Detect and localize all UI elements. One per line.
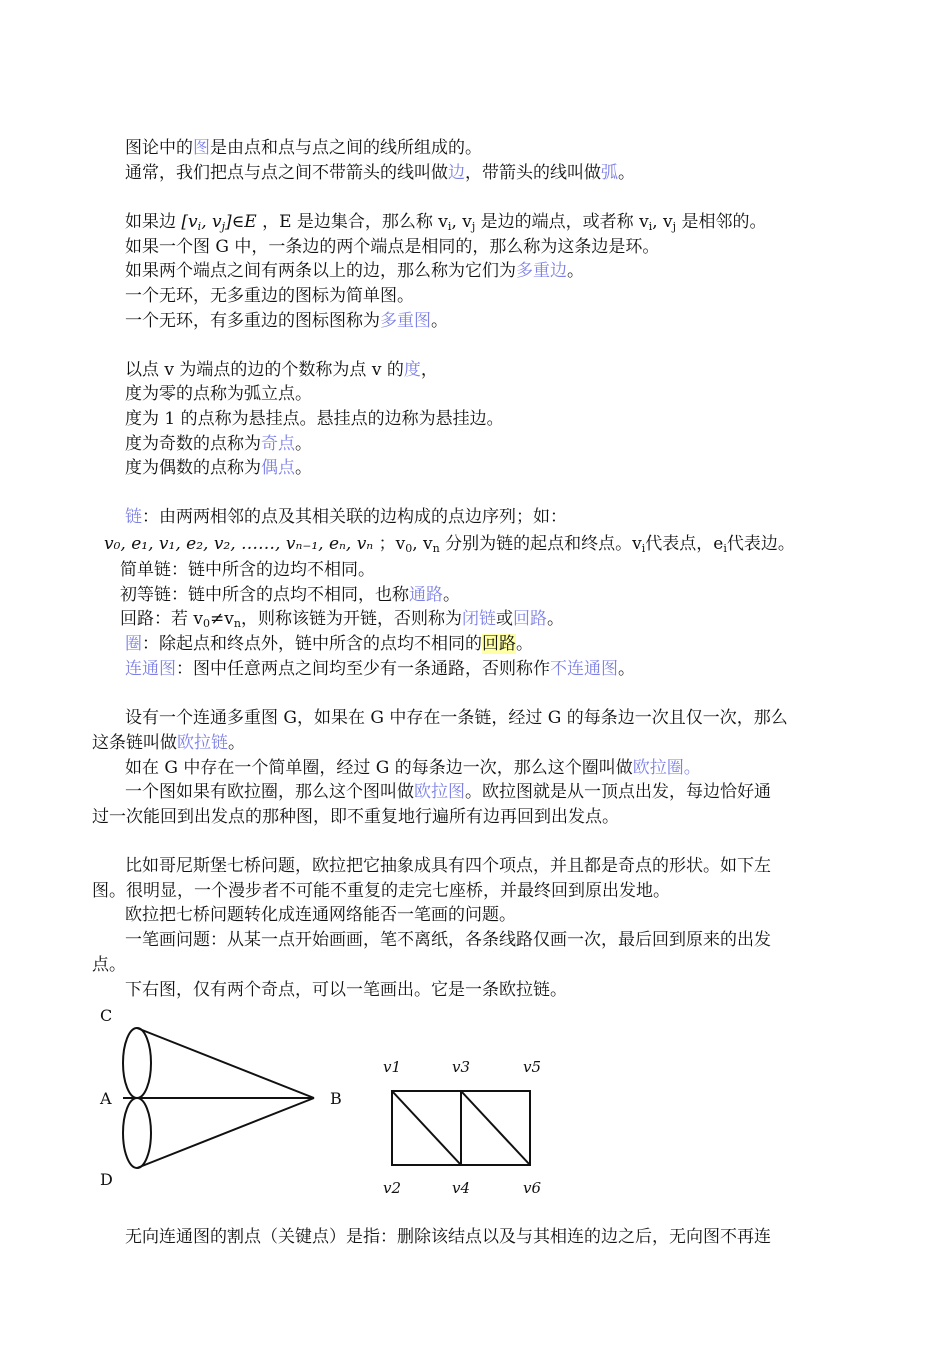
- line-endpoints: 如果边 [$v_i$, $v_j]\in E$ ，E 是边集合，那么称 $v_i$, $v_j$ 是边的端点，或者称 $v_i$, $v_j$ 是相邻的。: [125, 212, 767, 233]
- term-circuit: 回路: [512, 609, 547, 629]
- line-loop: 如果一个图 G 中，一条边的两个端点是相同的，那么称为这条边是环。: [125, 237, 660, 257]
- konigsberg-figure: [123, 1028, 314, 1168]
- label-v2: v2: [383, 1179, 402, 1197]
- line-edge-arc: 通常，我们把点与点之间不带箭头的线叫做边，带箭头的线叫做弧。: [125, 163, 635, 183]
- term-graph: 图: [193, 138, 210, 158]
- term-multigraph: 多重图: [380, 311, 431, 331]
- line-cut-vertex: 无向连通图的割点（关键点）是指：删除该结点以及与其相连的边之后，无向图不再连: [125, 1227, 771, 1247]
- loop-upper: [123, 1028, 151, 1098]
- line-euler-chain-def: 设有一个连通多重图 G，如果在 G 中存在一条链，经过 G 的每条边一次且仅一次，那么: [125, 708, 788, 728]
- term-edge: 边: [448, 163, 465, 183]
- term-euler-graph: 欧拉图: [414, 782, 465, 802]
- line-chain: 链：由两两相邻的点及其相关联的边构成的点边序列；如：: [125, 507, 567, 527]
- label-a: A: [100, 1089, 112, 1108]
- label-v4: v4: [452, 1179, 471, 1197]
- term-euler-chain: 欧拉链: [177, 733, 228, 753]
- term-even-vertex: 偶点: [261, 458, 295, 478]
- term-arc: 弧: [601, 163, 618, 183]
- line-simple-graph: 一个无环，无多重边的图标为简单图。: [125, 286, 414, 306]
- label-c: C: [100, 1006, 113, 1025]
- line-euler-graph-cont: 过一次能回到出发点的那种图，即不重复地行遍所有边再回到出发点。: [92, 807, 619, 827]
- label-v3: v3: [452, 1058, 471, 1076]
- line-multigraph: 一个无环，有多重边的图标图称为多重图。: [125, 311, 448, 331]
- highlighted-circuit: 回路: [482, 634, 516, 654]
- term-closed-chain: 闭链: [461, 609, 496, 629]
- line-konigsberg: 比如哥尼斯堡七桥问题，欧拉把它抽象成具有四个项点，并且都是奇点的形状。如下左: [125, 856, 771, 876]
- line-isolated: 度为零的点称为弧立点。: [125, 384, 312, 404]
- line-odd-vertex: 度为奇数的点称为奇点。: [125, 434, 312, 454]
- edge-c-b: [137, 1028, 314, 1098]
- loop-lower: [123, 1098, 151, 1168]
- line-konigsberg-cont: 图。很明显，一个漫步者不可能不重复的走完七座桥，并最终回到原出发地。: [92, 881, 670, 901]
- line-one-stroke-problem: 一笔画问题：从某一点开始画画，笔不离纸，各条线路仅画一次，最后回到原来的出发: [125, 930, 771, 950]
- term-disconnected-graph: 不连通图: [550, 659, 618, 679]
- label-b: B: [330, 1089, 342, 1108]
- term-euler-circuit: 欧拉圈。: [632, 758, 701, 778]
- line-simple-chain: 简单链：链中所含的边均不相同。: [120, 560, 375, 580]
- line-one-stroke-cont: 点。: [92, 955, 126, 975]
- line-one-stroke: 欧拉把七桥问题转化成连通网络能否一笔画的问题。: [125, 905, 516, 925]
- euler-chain-figure: [392, 1091, 530, 1165]
- line-connected-graph: 连通图：图中任意两点之间均至少有一条通路，否则称作不连通图。: [125, 659, 635, 679]
- term-multi-edge: 多重边: [516, 261, 567, 281]
- line-euler-chain: 这条链叫做欧拉链。: [92, 733, 245, 753]
- term-odd-vertex: 奇点: [261, 434, 295, 454]
- line-even-vertex: 度为偶数的点称为偶点。: [125, 458, 312, 478]
- term-degree: 度: [403, 360, 421, 380]
- line-elementary-chain: 初等链：链中所含的点均不相同，也称通路。: [120, 585, 460, 605]
- line-euler-graph: 一个图如果有欧拉圈，那么这个图叫做欧拉图。欧拉图就是从一顶点出发，每边恰好通: [125, 782, 771, 802]
- term-chain: 链: [125, 507, 142, 527]
- chain-formula: v₀, e₁, v₁, e₂, v₂, ……, vₙ₋₁, eₙ, vₙ: [104, 534, 374, 554]
- line-degree: 以点 v 为端点的边的个数称为点 v 的度，: [125, 360, 438, 380]
- edge-v1-v4: [392, 1091, 461, 1165]
- line-chain-sequence: v₀, e₁, v₁, e₂, v₂, ……, vₙ₋₁, eₙ, vₙ ；$v_0$, $v_n$ 分别为链的起点和终点。$v_i$代表点，$e_i$代表边。: [104, 534, 795, 555]
- edge-formula: [$v_i$, $v_j]\in E$: [181, 212, 257, 233]
- term-cycle: 圈: [125, 634, 142, 654]
- label-v1: v1: [383, 1058, 402, 1076]
- line-pendant: 度为 1 的点称为悬挂点。悬挂点的边称为悬挂边。: [125, 409, 504, 429]
- term-connected-graph: 连通图: [125, 659, 176, 679]
- line-right-figure: 下右图，仅有两个奇点，可以一笔画出。它是一条欧拉链。: [125, 980, 567, 1000]
- term-path: 通路: [409, 585, 443, 605]
- line-euler-circuit: 如在 G 中存在一个简单圈，经过 G 的每条边一次，那么这个圈叫做欧拉圈。: [125, 758, 701, 778]
- line-graph-definition: 图论中的图是由点和点与点之间的线所组成的。: [125, 138, 482, 158]
- label-d: D: [100, 1170, 113, 1189]
- label-v5: v5: [523, 1058, 542, 1076]
- line-multi-edge: 如果两个端点之间有两条以上的边，那么称为它们为多重边。: [125, 261, 584, 281]
- edge-v3-v6: [461, 1091, 530, 1165]
- edge-d-b: [137, 1098, 314, 1168]
- line-cycle: 圈：除起点和终点外，链中所含的点均不相同的回路。: [125, 634, 533, 654]
- line-circuit: 回路：若 $v_0\ne v_n$，则称该链为开链，否则称为闭链或回路。: [120, 609, 564, 630]
- label-v6: v6: [523, 1179, 542, 1197]
